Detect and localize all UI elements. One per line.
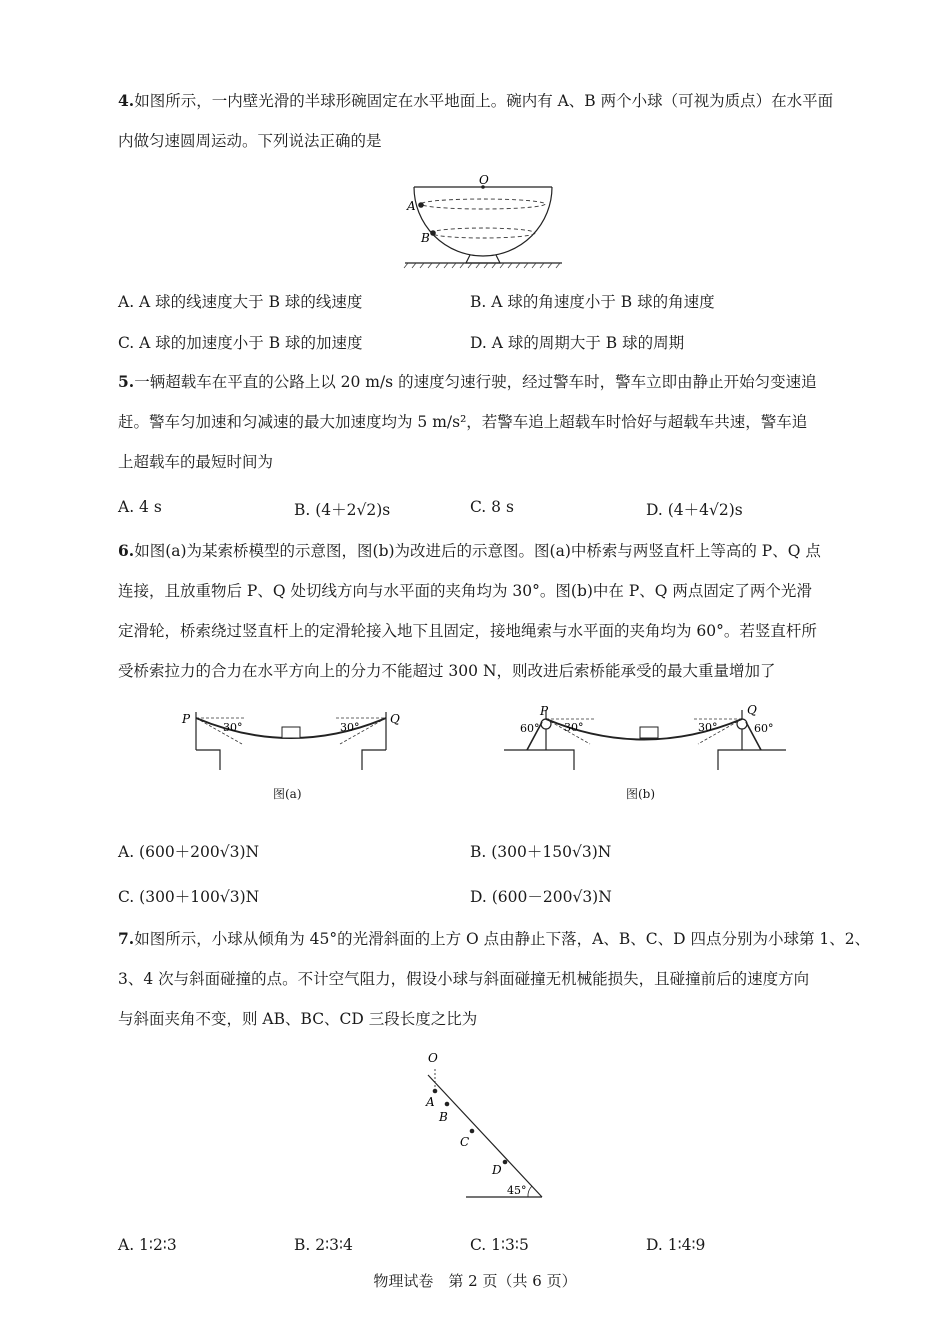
orbit-a [421, 199, 545, 209]
q6-option-d[interactable]: D. (600－200√3)N [470, 888, 612, 906]
q7-option-a[interactable]: A. 1∶2∶3 [118, 1236, 177, 1254]
q5-option-c[interactable]: C. 8 s [470, 498, 514, 516]
q7-option-d[interactable]: D. 1∶4∶9 [646, 1236, 706, 1254]
angle-45: 45° [507, 1184, 527, 1197]
bowl-curve [414, 187, 552, 256]
q5-number: 5. [118, 372, 135, 391]
q7-line1: 7.如图所示，小球从倾角为 45°的光滑斜面的上方 O 点由静止下落，A、B、C、D 四点分别为小球第 1、2、 [118, 929, 871, 948]
label-a-7: A [426, 1095, 435, 1109]
q6-line3: 定滑轮，桥索绕过竖直杆上的定滑轮接入地下且固定，接地绳索与水平面的夹角均为 60°。若竖直杆所 [118, 622, 817, 640]
q7-line3: 与斜面夹角不变，则 AB、BC、CD 三段长度之比为 [118, 1010, 478, 1028]
page-footer: 物理试卷 第 2 页（共 6 页） [373, 1272, 577, 1290]
caption-a: 图(a) [273, 787, 302, 801]
angle-b-left-ground: 60° [520, 722, 540, 735]
q6-number: 6. [118, 541, 135, 560]
q7-number: 7. [118, 929, 135, 948]
label-c-7: C [460, 1135, 470, 1149]
point-d [503, 1160, 508, 1165]
q6-option-b[interactable]: B. (300＋150√3)N [470, 843, 612, 861]
ground-hatch [404, 263, 560, 268]
label-b: B [421, 231, 430, 245]
q7-line2: 3、4 次与斜面碰撞的点。不计空气阻力，假设小球与斜面碰撞无机械能损失，且碰撞前后的速度方向 [118, 970, 810, 988]
q5-line2: 赶。警车匀加速和匀减速的最大加速度均为 5 m/s²，若警车追上超载车时恰好与超载车共速，警车追 [118, 413, 808, 431]
angle-b-right-ground: 60° [754, 722, 774, 735]
q4-option-c[interactable]: C. A 球的加速度小于 B 球的加速度 [118, 334, 363, 352]
weight-b [640, 727, 658, 738]
q4-option-d[interactable]: D. A 球的周期大于 B 球的周期 [470, 334, 685, 352]
q6-line2: 连接，且放重物后 P、Q 处切线方向与水平面的夹角均为 30°。图(b)中在 P、Q 两点固定了两个光滑 [118, 582, 812, 600]
label-d-7: D [492, 1163, 502, 1177]
point-a [433, 1089, 438, 1094]
angle-b-left-top: 30° [564, 721, 584, 734]
label-b-7: B [439, 1110, 448, 1124]
q5-option-b[interactable]: B. (4＋2√2)s [294, 501, 391, 519]
q4-line1: 4.如图所示，一内壁光滑的半球形碗固定在水平地面上。碗内有 A、B 两个小球（可视为质点）在水平面 [118, 91, 834, 110]
figure-b [502, 700, 792, 780]
label-q-b: Q [747, 703, 757, 717]
point-b [445, 1102, 450, 1107]
q5-line1: 5.一辆超载车在平直的公路上以 20 m/s 的速度匀速行驶，经过警车时，警车立即由静止开始匀变速追 [118, 372, 817, 391]
angle-a-left: 30° [223, 721, 243, 734]
ball-b [430, 230, 436, 236]
label-p-a: P [182, 712, 191, 726]
incline-figure [410, 1045, 550, 1205]
bowl-figure [400, 172, 570, 272]
q5-option-d[interactable]: D. (4＋4√2)s [646, 501, 743, 519]
q5-line3: 上超载车的最短时间为 [118, 453, 274, 471]
angle-a-right: 30° [340, 721, 360, 734]
q5-option-a[interactable]: A. 4 s [118, 498, 162, 516]
label-p-b: P [540, 704, 549, 718]
label-q-a: Q [390, 712, 400, 726]
q6-option-a[interactable]: A. (600＋200√3)N [118, 843, 260, 861]
q7-option-c[interactable]: C. 1∶3∶5 [470, 1236, 529, 1254]
q4-option-a[interactable]: A. A 球的线速度大于 B 球的线速度 [118, 293, 363, 311]
ball-a [418, 202, 424, 208]
point-c [470, 1129, 475, 1134]
incline-surface [428, 1075, 542, 1197]
label-a: A [407, 199, 416, 213]
q7-option-b[interactable]: B. 2∶3∶4 [294, 1236, 353, 1254]
label-o-7: O [428, 1051, 438, 1065]
q4-line2: 内做匀速圆周运动。下列说法正确的是 [118, 132, 382, 150]
caption-b: 图(b) [626, 787, 656, 801]
q6-line4: 受桥索拉力的合力在水平方向上的分力不能超过 300 N，则改进后索桥能承受的最大重量增加了 [118, 662, 776, 680]
q6-option-c[interactable]: C. (300＋100√3)N [118, 888, 260, 906]
figure-a [176, 700, 416, 780]
q4-option-b[interactable]: B. A 球的角速度小于 B 球的角速度 [470, 293, 715, 311]
weight-a [282, 727, 300, 738]
orbit-b [431, 228, 535, 238]
q6-line1: 6.如图(a)为某索桥模型的示意图，图(b)为改进后的示意图。图(a)中桥索与两竖直杆上等高的 P、Q 点 [118, 541, 821, 560]
q4-number: 4. [118, 91, 135, 110]
angle-b-right-top: 30° [698, 721, 718, 734]
label-o: O [479, 173, 489, 187]
